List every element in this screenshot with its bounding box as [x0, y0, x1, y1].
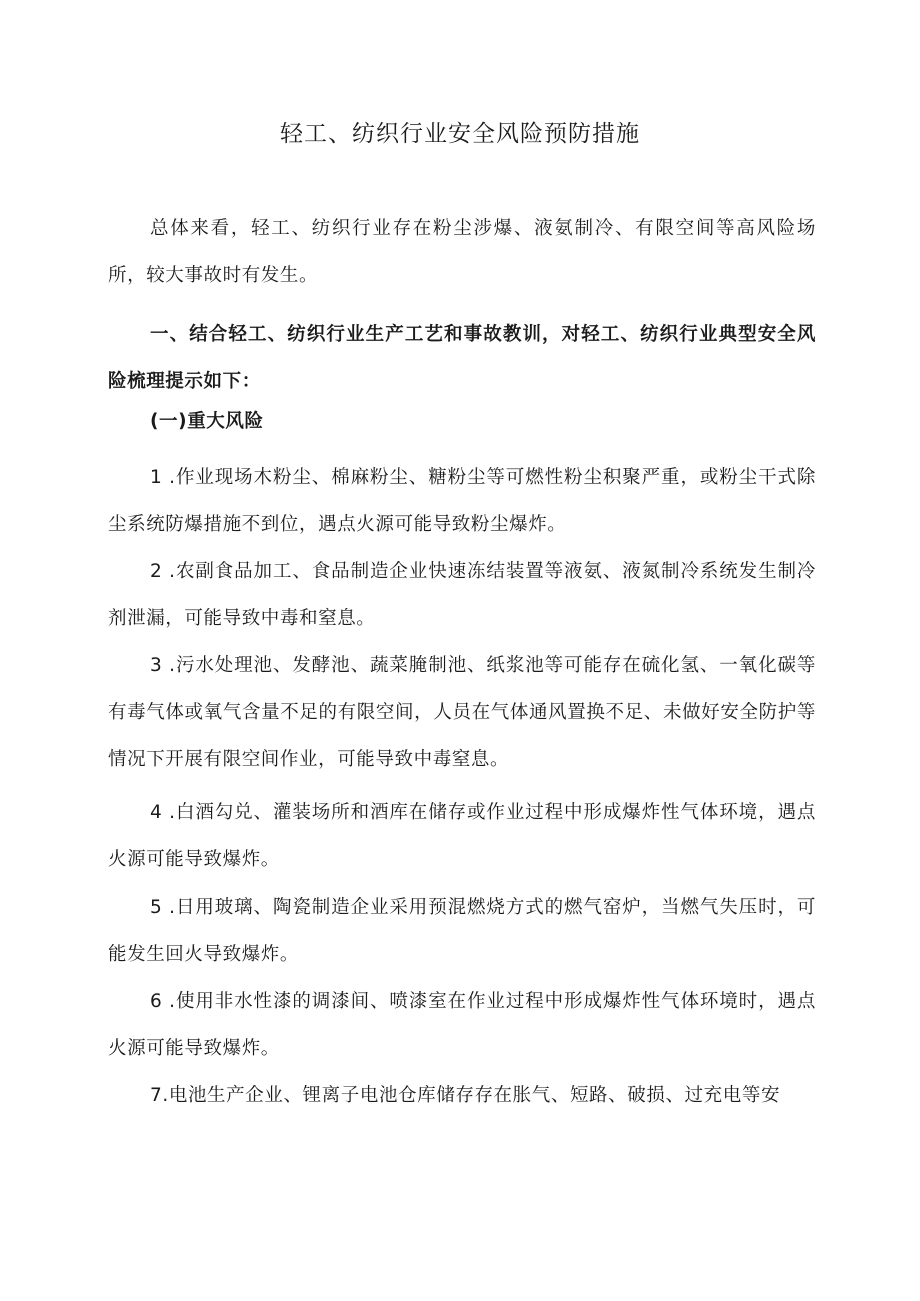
- risk-item-3: 3 .污水处理池、发酵池、蔬菜腌制池、纸浆池等可能存在硫化氢、一氧化碳等有毒气体或氧气含量不足的有限空间，人员在气体通风置换不足、未做好安全防护等情况下开展有限空间作业，可能导致中毒窒息。: [108, 655, 816, 770]
- intro-paragraph: 总体来看，轻工、纺织行业存在粉尘涉爆、液氨制冷、有限空间等高风险场所，较大事故时有发生。: [108, 218, 816, 286]
- subsection-heading-major-risk: (一)重大风险: [150, 411, 264, 432]
- risk-item-6: 6 .使用非水性漆的调漆间、喷漆室在作业过程中形成爆炸性气体环境时，遇点火源可能导致爆炸。: [108, 991, 816, 1059]
- risk-item-1: 1 .作业现场木粉尘、棉麻粉尘、糖粉尘等可燃性粉尘积聚严重，或粉尘干式除尘系统防爆措施不到位，遇点火源可能导致粉尘爆炸。: [108, 467, 816, 535]
- risk-item-4: 4 .白酒勾兑、灌装场所和酒库在储存或作业过程中形成爆炸性气体环境，遇点火源可能导致爆炸。: [108, 802, 816, 870]
- risk-item-7: 7.电池生产企业、锂离子电池仓库储存存在胀气、短路、破损、过充电等安: [150, 1085, 781, 1106]
- risk-item-2: 2 .农副食品加工、食品制造企业快速冻结装置等液氨、液氮制冷系统发生制冷剂泄漏，可能导致中毒和窒息。: [108, 561, 816, 629]
- risk-item-5: 5 .日用玻璃、陶瓷制造企业采用预混燃烧方式的燃气窑炉，当燃气失压时，可能发生回火导致爆炸。: [108, 897, 816, 965]
- document-title: 轻工、纺织行业安全风险预防措施: [280, 121, 640, 147]
- section-heading-1: 一、结合轻工、纺织行业生产工艺和事故教训，对轻工、纺织行业典型安全风险梳理提示如下：: [108, 324, 816, 392]
